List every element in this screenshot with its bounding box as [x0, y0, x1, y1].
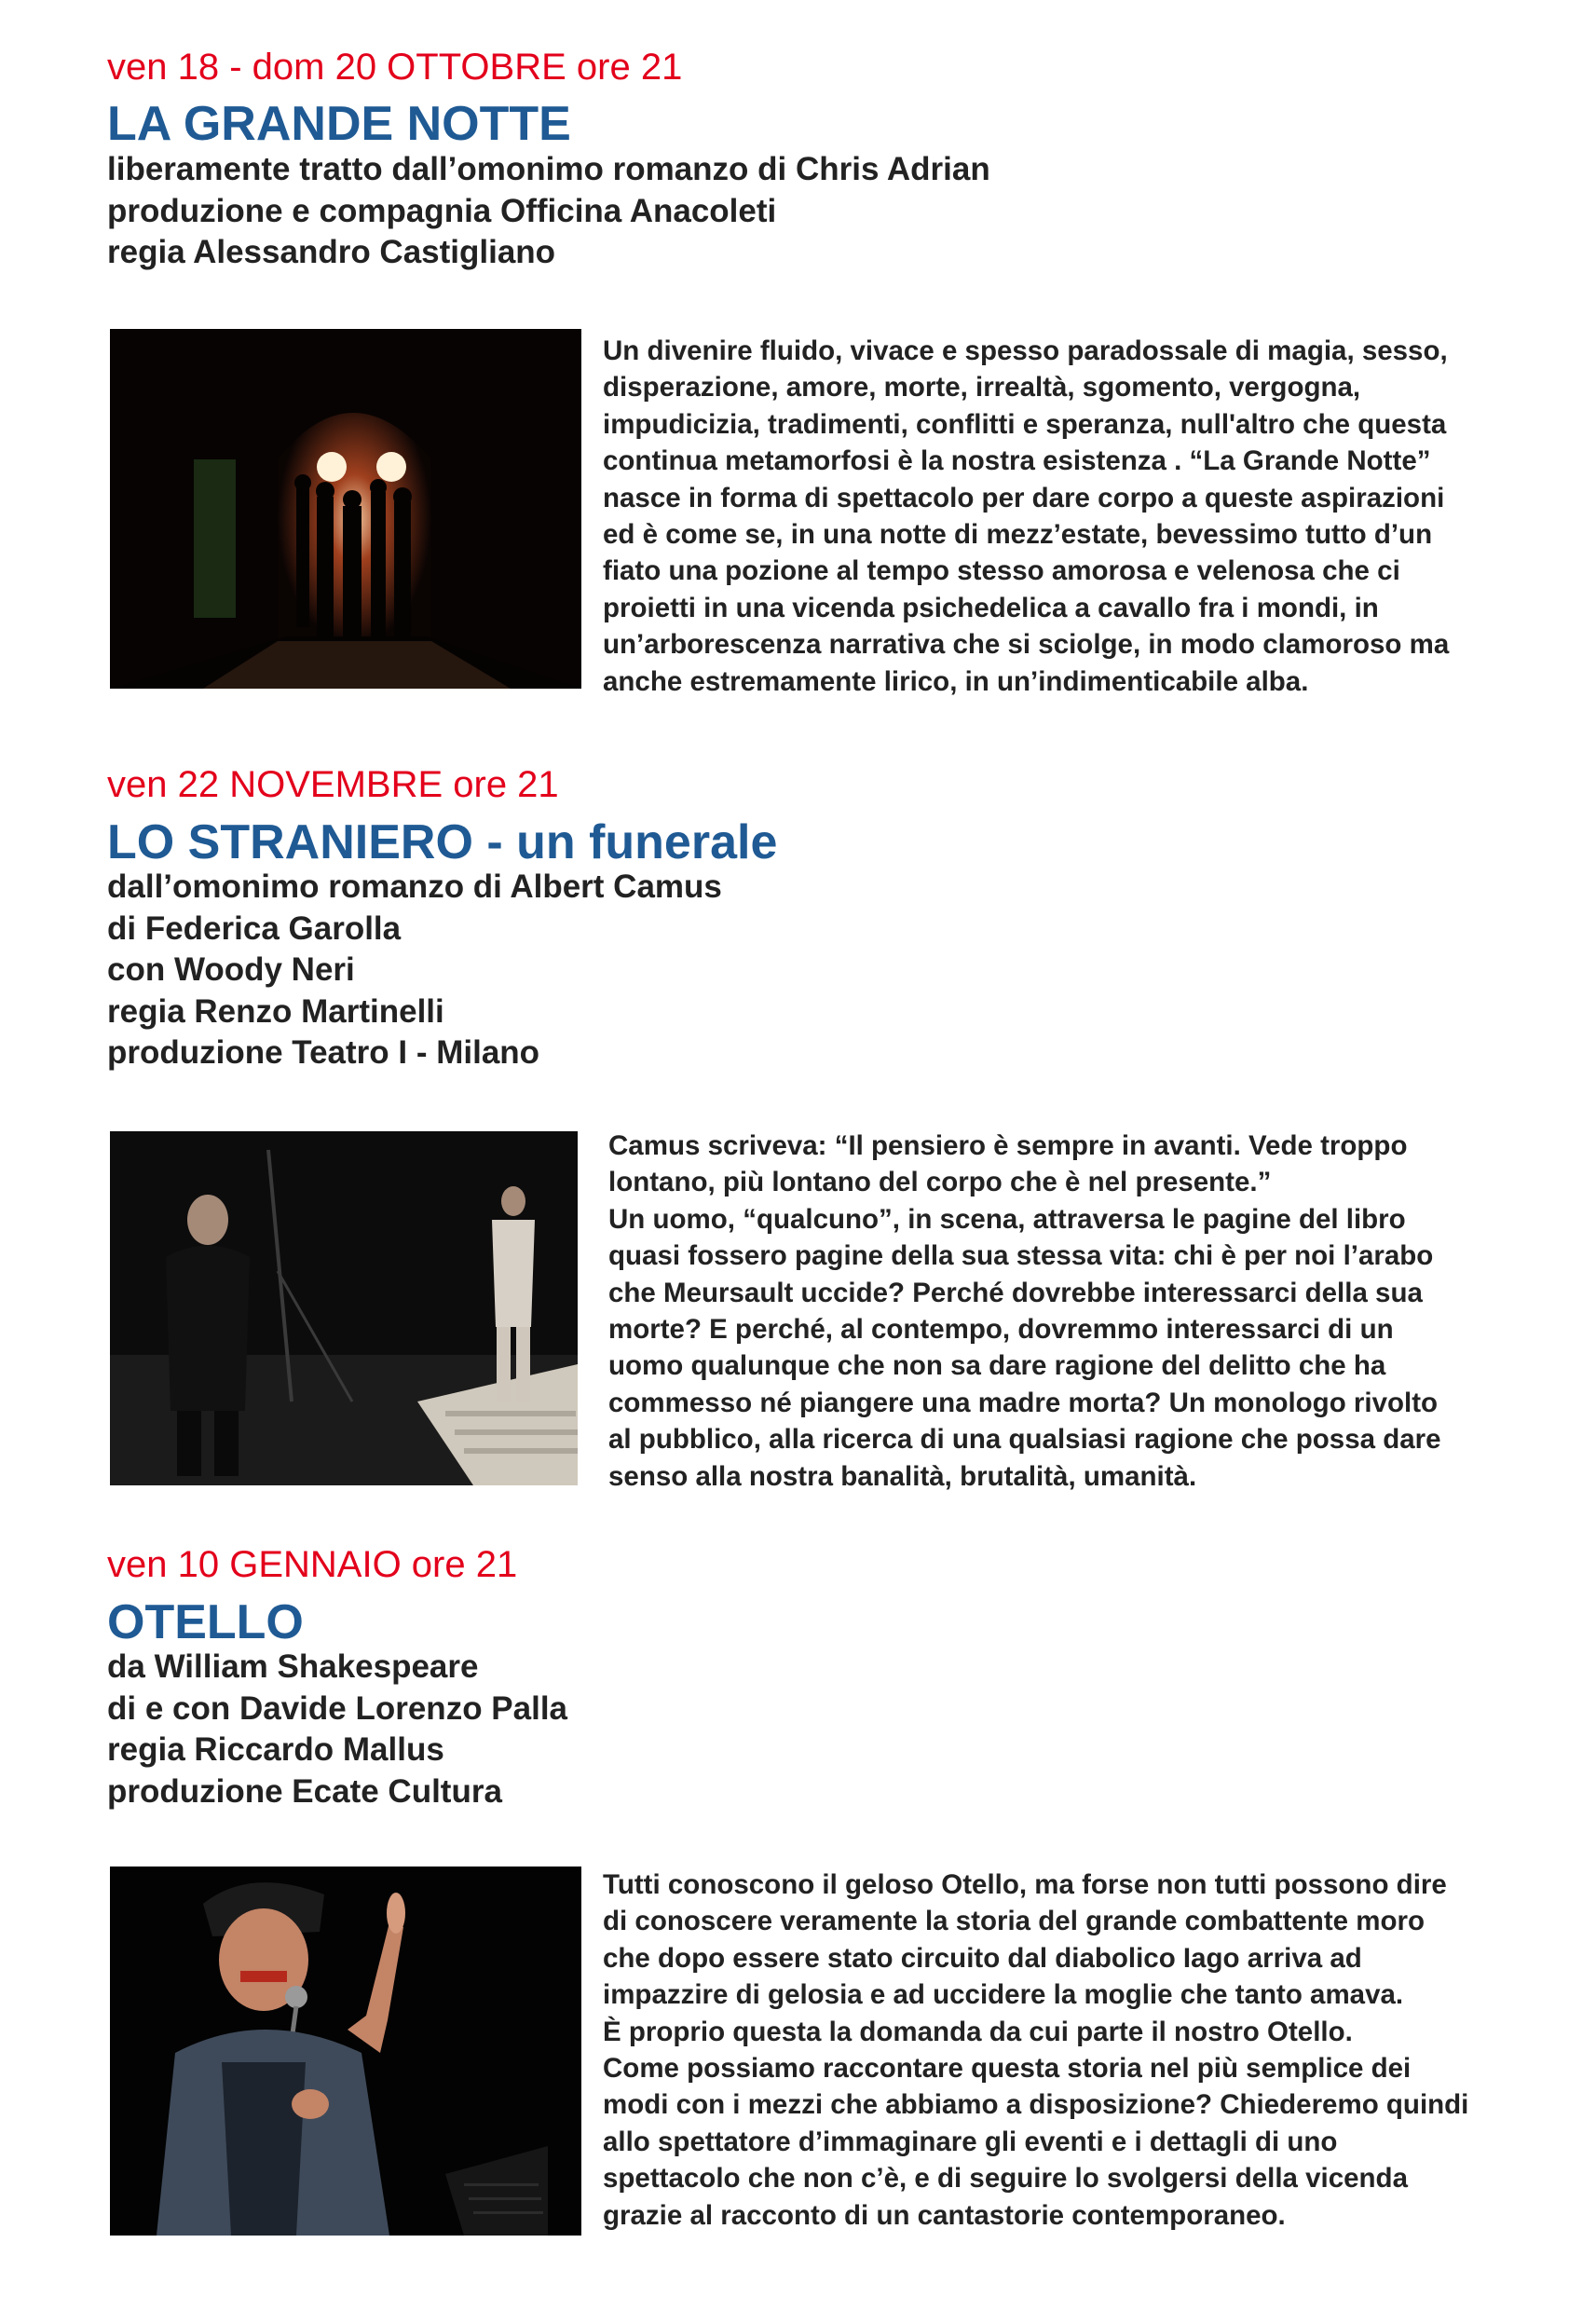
description-line: quasi fossero pagine della sua stessa vita: chi è per noi l’arabo — [608, 1240, 1434, 1272]
description-line: allo spettatore d’immaginare gli eventi e i dettagli di uno — [603, 2126, 1338, 2157]
description-line: che dopo essere stato circuito dal diabolico Iago arriva ad — [603, 1942, 1362, 1974]
description-line: di conoscere veramente la storia del grande combattente moro — [603, 1906, 1425, 1937]
event-description — [603, 1867, 1468, 2234]
description-line: lontano, più lontano del corpo che è nel presente.” — [608, 1167, 1272, 1198]
credit-line: da William Shakespeare — [107, 1648, 479, 1685]
event-title: LO STRANIERO - un funerale — [107, 815, 778, 869]
event-description — [603, 333, 1449, 700]
credit-line: produzione e compagnia Officina Anacoleti — [107, 192, 777, 229]
event-photo-la-grande-notte — [110, 329, 581, 689]
credit-line: produzione Teatro I - Milano — [107, 1034, 540, 1071]
credit-line: liberamente tratto dall’omonimo romanzo di Chris Adrian — [107, 151, 990, 187]
description-line: disperazione, amore, morte, irrealtà, sgomento, vergogna, — [603, 372, 1361, 403]
event-photo-otello — [110, 1867, 581, 2236]
description-line: spettacolo che non c’è, e di seguire lo svolgersi della vicenda — [603, 2163, 1408, 2195]
description-line: nasce in forma di spettacolo per dare corpo a queste aspirazioni — [603, 482, 1445, 513]
credit-line: con Woody Neri — [107, 951, 355, 988]
description-line: che Meursault uccide? Perché dovrebbe interessarci della sua — [608, 1277, 1423, 1308]
credit-line: regia Alessandro Castigliano — [107, 234, 556, 270]
description-line: morte? E perché, al contempo, dovremmo interessarci di un — [608, 1314, 1394, 1346]
credit-line: di Federica Garolla — [107, 909, 402, 947]
credit-line: dall’omonimo romanzo di Albert Camus — [107, 868, 722, 905]
description-line: impudicizia, tradimenti, conflitti e speranza, null'altro che questa — [603, 408, 1447, 440]
description-line: al pubblico, alla ricerca di una qualsiasi ragione che possa dare — [608, 1424, 1441, 1456]
event-title: OTELLO — [107, 1595, 304, 1649]
description-line: un’arborescenza narrativa che si sciolge, in modo clamoroso ma — [603, 629, 1450, 661]
credit-line: regia Renzo Martinelli — [107, 992, 444, 1030]
event-credits — [107, 149, 990, 274]
event-title: LA GRANDE NOTTE — [107, 97, 571, 151]
description-line: continua metamorfosi è la nostra esistenza . “La Grande Notte” — [603, 445, 1431, 477]
event-credits — [107, 1647, 567, 1812]
description-line: Tutti conoscono il geloso Otello, ma forse non tutti possono dire — [603, 1869, 1447, 1900]
description-line: Camus scriveva: “Il pensiero è sempre in avanti. Vede troppo — [608, 1130, 1408, 1161]
description-line: grazie al racconto di un cantastorie contemporaneo. — [603, 2199, 1286, 2231]
event-photo-lo-straniero — [110, 1131, 578, 1485]
description-line: modi con i mezzi che abbiamo a disposizione? Chiederemo quindi — [603, 2089, 1469, 2121]
description-line: fiato una pozione al tempo stesso amorosa e velenosa che ci — [603, 555, 1400, 587]
credit-line: regia Riccardo Mallus — [107, 1731, 444, 1768]
description-line: Un uomo, “qualcuno”, in scena, attraversa le pagine del libro — [608, 1203, 1406, 1235]
description-line: senso alla nostra banalità, brutalità, umanità. — [608, 1460, 1197, 1492]
event-description — [608, 1128, 1441, 1495]
description-line: impazzire di gelosia e ad uccidere la moglie che tanto amava. — [603, 1979, 1404, 2011]
credit-line: produzione Ecate Cultura — [107, 1772, 502, 1810]
description-line: ed è come se, in una notte di mezz’estate, bevessimo tutto d’un — [603, 519, 1433, 551]
description-line: commesso né piangere una madre morta? Un monologo rivolto — [608, 1387, 1439, 1418]
description-line: Un divenire fluido, vivace e spesso paradossale di magia, sesso, — [603, 335, 1448, 366]
description-line: Come possiamo raccontare questa storia nel più semplice dei — [603, 2053, 1412, 2085]
description-line: uomo qualunque che non sa dare ragione del delitto che ha — [608, 1350, 1386, 1382]
event-date: ven 22 NOVEMBRE ore 21 — [107, 764, 559, 805]
description-line: anche estremamente lirico, in un’indimenticabile alba. — [603, 665, 1309, 697]
event-credits — [107, 867, 722, 1074]
event-date: ven 18 - dom 20 OTTOBRE ore 21 — [107, 47, 683, 88]
event-date: ven 10 GENNAIO ore 21 — [107, 1544, 518, 1585]
description-line: proietti in una vicenda psichedelica a cavallo fra i mondi, in — [603, 592, 1379, 623]
description-line: È proprio questa la domanda da cui parte il nostro Otello. — [603, 2016, 1353, 2047]
credit-line: di e con Davide Lorenzo Palla — [107, 1689, 568, 1727]
